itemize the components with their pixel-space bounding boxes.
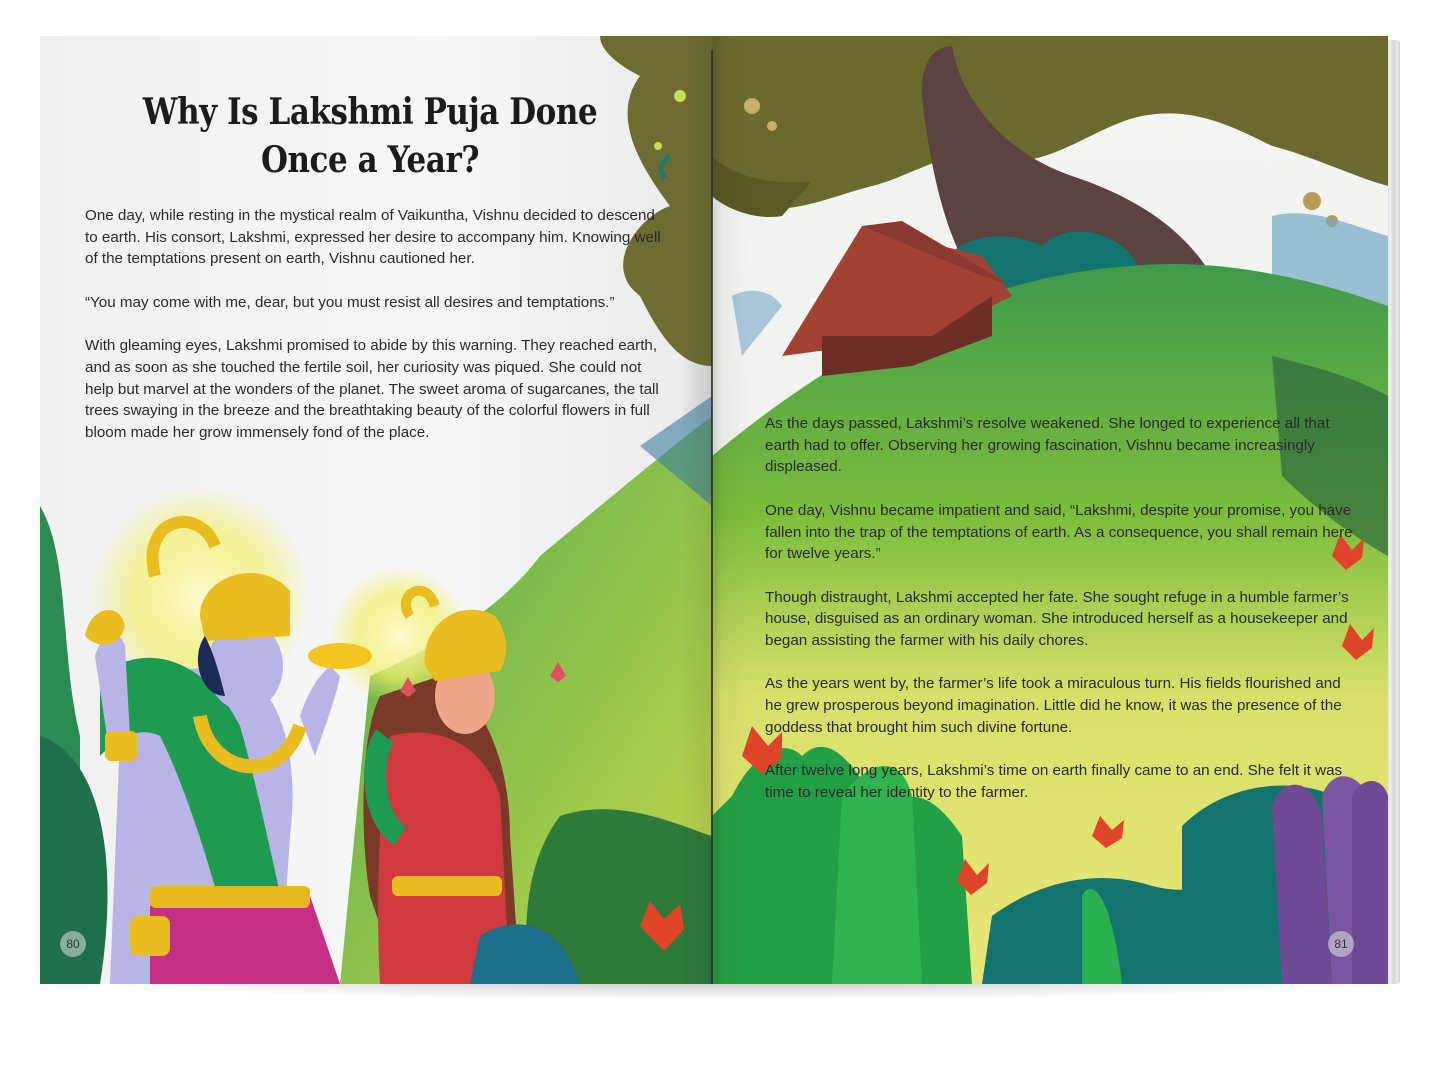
left-page	[40, 36, 712, 984]
page-number-left: 80	[60, 931, 86, 957]
page-title	[138, 88, 602, 184]
left-page-body	[85, 205, 663, 465]
paragraph: As the years went by, the farmer’s life took a miraculous turn. His fields flourished and he grew prosperous beyond imagination. Little did he know, it was the presence of the goddess that brought him such divine fortune.	[765, 675, 1342, 736]
paragraph: One day, Vishnu became impatient and said, “Lakshmi, despite your promise, you have fallen into the trap of the temptations of earth. As a consequence, you shall remain here for twelve years.”	[765, 501, 1353, 563]
page-number-right: 81	[1328, 931, 1354, 957]
right-page	[712, 36, 1388, 984]
open-book-spread	[40, 36, 1388, 984]
book-spine	[711, 50, 713, 984]
right-page-body	[765, 413, 1355, 825]
page-edges	[1386, 40, 1400, 984]
title-line-2: Once a Year?	[260, 139, 480, 181]
paragraph: With gleaming eyes, Lakshmi promised to abide by this warning. They reached earth, and as soon as she touched the fertile soil, her curiosity was piqued. She could not help but marvel at the wonders of the planet. The sweet aroma of sugarcanes, the tall trees swaying in the breeze and the breathtaking beauty of the colorful flowers in full bloom made her grow immensely fond of the place.	[85, 337, 659, 441]
paragraph: One day, while resting in the mystical realm of Vaikuntha, Vishnu decided to descend to earth. His consort, Lakshmi, expressed her desire to accompany him. Knowing well of the temptations present on earth, Vishnu cautioned her.	[85, 207, 661, 268]
title-line-1: Why Is Lakshmi Puja Done	[142, 91, 598, 133]
paragraph: Though distraught, Lakshmi accepted her fate. She sought refuge in a humble farmer’s house, disguised as an ordinary woman. She introduced herself as a housekeeper and began assisting the farmer with his daily chores.	[765, 588, 1349, 649]
paragraph: “You may come with me, dear, but you must resist all desires and temptations.”	[85, 293, 615, 311]
paragraph: As the days passed, Lakshmi’s resolve weakened. She longed to experience all that earth had to offer. Observing her growing fascination, Vishnu became increasingly displeased.	[765, 415, 1330, 476]
paragraph: After twelve long years, Lakshmi’s time on earth finally came to an end. She felt it was time to reveal her identity to the farmer.	[765, 762, 1343, 801]
